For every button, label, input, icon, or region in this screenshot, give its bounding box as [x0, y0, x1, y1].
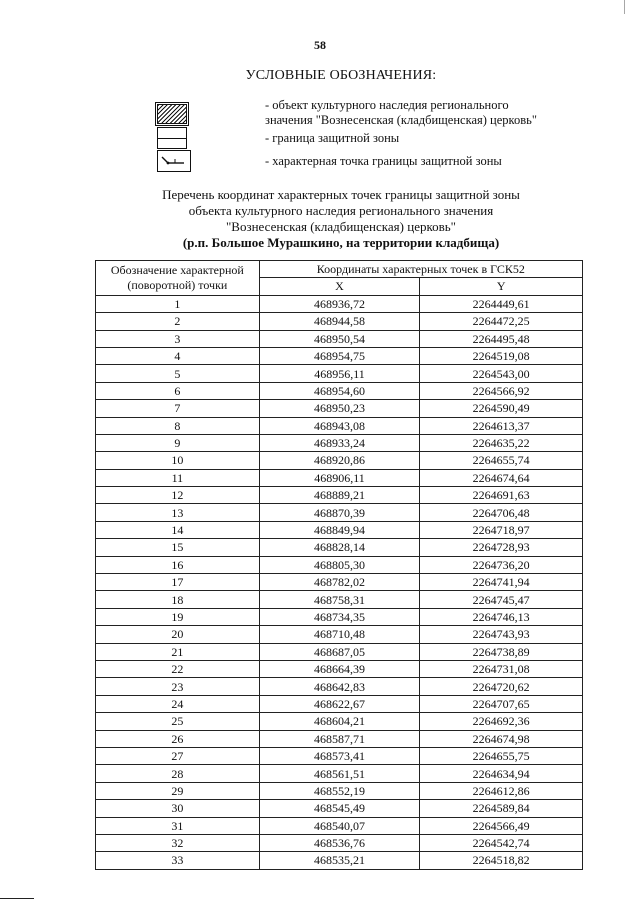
title-line: "Вознесенская (кладбищенская) церковь" — [225, 219, 456, 234]
table-row — [96, 817, 583, 834]
x-coordinate-cell: 468805,30 — [259, 556, 420, 573]
y-coordinate-cell: 2264741,94 — [420, 574, 583, 591]
point-number-cell: 5 — [96, 365, 260, 382]
point-number-cell: 25 — [96, 713, 260, 730]
point-marker-graphic — [158, 151, 189, 170]
table-row — [96, 556, 583, 573]
x-coordinate-cell: 468828,14 — [259, 539, 420, 556]
legend-text-line: - объект культурного наследия регионального — [265, 98, 509, 112]
hatched-area-icon — [157, 104, 187, 124]
y-coordinate-cell: 2264542,74 — [420, 834, 583, 851]
characteristic-point-icon — [157, 150, 191, 172]
point-number-cell: 7 — [96, 400, 260, 417]
legend-item-text: - характерная точка границы защитной зоны — [265, 154, 502, 168]
table-row — [96, 678, 583, 695]
title-line: объекта культурного наследия регионального значения — [188, 203, 494, 218]
y-coordinate-cell: 2264566,92 — [420, 382, 583, 399]
y-coordinate-cell: 2264707,65 — [420, 695, 583, 712]
table-row — [96, 417, 583, 434]
coordinates-table — [95, 260, 583, 870]
table-row — [96, 834, 583, 851]
table-row — [96, 713, 583, 730]
table-row — [96, 487, 583, 504]
table-row — [96, 330, 583, 347]
table-header-row — [96, 261, 583, 278]
table-row — [96, 626, 583, 643]
x-coordinate-cell: 468552,19 — [259, 782, 420, 799]
y-coordinate-cell: 2264718,97 — [420, 521, 583, 538]
x-coordinate-cell: 468545,49 — [259, 800, 420, 817]
x-coordinate-cell: 468710,48 — [259, 626, 420, 643]
document-title — [0, 187, 640, 251]
y-coordinate-cell: 2264635,22 — [420, 434, 583, 451]
x-coordinate-cell: 468535,21 — [259, 852, 420, 869]
x-coordinate-cell: 468954,60 — [259, 382, 420, 399]
y-coordinate-cell: 2264655,74 — [420, 452, 583, 469]
y-coordinate-cell: 2264720,62 — [420, 678, 583, 695]
y-coordinate-cell: 2264691,63 — [420, 487, 583, 504]
scan-artifact — [624, 0, 625, 14]
y-coordinate-cell: 2264728,93 — [420, 539, 583, 556]
point-number-cell: 33 — [96, 852, 260, 869]
boundary-line — [158, 138, 186, 139]
x-coordinate-cell: 468933,24 — [259, 434, 420, 451]
table-row — [96, 800, 583, 817]
y-coordinate-cell: 2264613,37 — [420, 417, 583, 434]
header-x: X — [259, 278, 420, 295]
table-row — [96, 295, 583, 312]
table-row — [96, 434, 583, 451]
x-coordinate-cell: 468540,07 — [259, 817, 420, 834]
point-number-cell: 27 — [96, 747, 260, 764]
x-coordinate-cell: 468782,02 — [259, 574, 420, 591]
y-coordinate-cell: 2264519,08 — [420, 347, 583, 364]
point-number-cell: 24 — [96, 695, 260, 712]
point-number-cell: 21 — [96, 643, 260, 660]
point-number-cell: 17 — [96, 574, 260, 591]
point-number-cell: 13 — [96, 504, 260, 521]
y-coordinate-cell: 2264731,08 — [420, 660, 583, 677]
point-number-cell: 9 — [96, 434, 260, 451]
y-coordinate-cell: 2264746,13 — [420, 608, 583, 625]
x-coordinate-cell: 468561,51 — [259, 765, 420, 782]
y-coordinate-cell: 2264674,98 — [420, 730, 583, 747]
legend-item-text — [265, 98, 595, 128]
point-number-cell: 12 — [96, 487, 260, 504]
y-coordinate-cell: 2264589,84 — [420, 800, 583, 817]
table-row — [96, 365, 583, 382]
x-coordinate-cell: 468943,08 — [259, 417, 420, 434]
y-coordinate-cell: 2264543,00 — [420, 365, 583, 382]
point-number-cell: 29 — [96, 782, 260, 799]
point-number-cell: 15 — [96, 539, 260, 556]
point-number-cell: 32 — [96, 834, 260, 851]
x-coordinate-cell: 468950,54 — [259, 330, 420, 347]
y-coordinate-cell: 2264743,93 — [420, 626, 583, 643]
x-coordinate-cell: 468622,67 — [259, 695, 420, 712]
x-coordinate-cell: 468849,94 — [259, 521, 420, 538]
table-row — [96, 313, 583, 330]
x-coordinate-cell: 468889,21 — [259, 487, 420, 504]
table-row — [96, 852, 583, 869]
x-coordinate-cell: 468950,23 — [259, 400, 420, 417]
point-number-cell: 8 — [96, 417, 260, 434]
page-number: 58 — [314, 38, 326, 52]
point-number-cell: 31 — [96, 817, 260, 834]
point-number-cell: 4 — [96, 347, 260, 364]
table-row — [96, 782, 583, 799]
table-row — [96, 591, 583, 608]
y-coordinate-cell: 2264745,47 — [420, 591, 583, 608]
table-row — [96, 469, 583, 486]
point-number-cell: 10 — [96, 452, 260, 469]
x-coordinate-cell: 468920,86 — [259, 452, 420, 469]
y-coordinate-cell: 2264449,61 — [420, 295, 583, 312]
title-line: (р.п. Большое Мурашкино, на территории кладбища) — [182, 235, 500, 250]
x-coordinate-cell: 468936,72 — [259, 295, 420, 312]
legend-item-point — [155, 150, 595, 176]
y-coordinate-cell: 2264738,89 — [420, 643, 583, 660]
x-coordinate-cell: 468604,21 — [259, 713, 420, 730]
point-number-cell: 23 — [96, 678, 260, 695]
point-number-cell: 6 — [96, 382, 260, 399]
table-row — [96, 660, 583, 677]
y-coordinate-cell: 2264706,48 — [420, 504, 583, 521]
header-point: Обозначение характерной (поворотной) точки — [96, 261, 260, 296]
table-body — [96, 295, 583, 869]
x-coordinate-cell: 468956,11 — [259, 365, 420, 382]
table-row — [96, 608, 583, 625]
point-number-cell: 18 — [96, 591, 260, 608]
y-coordinate-cell: 2264590,49 — [420, 400, 583, 417]
x-coordinate-cell: 468758,31 — [259, 591, 420, 608]
x-coordinate-cell: 468587,71 — [259, 730, 420, 747]
table-row — [96, 521, 583, 538]
legend-item-text: - граница защитной зоны — [265, 131, 400, 145]
y-coordinate-cell: 2264495,48 — [420, 330, 583, 347]
point-number-cell: 3 — [96, 330, 260, 347]
table-row — [96, 747, 583, 764]
y-coordinate-cell: 2264736,20 — [420, 556, 583, 573]
point-number-cell: 1 — [96, 295, 260, 312]
y-coordinate-cell: 2264472,25 — [420, 313, 583, 330]
table-row — [96, 574, 583, 591]
y-coordinate-cell: 2264655,75 — [420, 747, 583, 764]
point-number-cell: 30 — [96, 800, 260, 817]
x-coordinate-cell: 468944,58 — [259, 313, 420, 330]
title-line: Перечень координат характерных точек границы защитной зоны — [162, 187, 520, 202]
table-row — [96, 643, 583, 660]
x-coordinate-cell: 468734,35 — [259, 608, 420, 625]
y-coordinate-cell: 2264634,94 — [420, 765, 583, 782]
legend-heading: УСЛОВНЫЕ ОБОЗНАЧЕНИЯ: — [245, 68, 437, 83]
boundary-line-icon — [157, 127, 187, 149]
point-number-cell: 20 — [96, 626, 260, 643]
table-row — [96, 347, 583, 364]
point-number-cell: 26 — [96, 730, 260, 747]
legend-text-line: значения "Вознесенская (кладбищенская) церковь" — [265, 113, 537, 127]
table-row — [96, 695, 583, 712]
x-coordinate-cell: 468573,41 — [259, 747, 420, 764]
x-coordinate-cell: 468664,39 — [259, 660, 420, 677]
table-row — [96, 400, 583, 417]
point-number-cell: 14 — [96, 521, 260, 538]
table-row — [96, 765, 583, 782]
y-coordinate-cell: 2264518,82 — [420, 852, 583, 869]
x-coordinate-cell: 468642,83 — [259, 678, 420, 695]
point-number-cell: 28 — [96, 765, 260, 782]
x-coordinate-cell: 468687,05 — [259, 643, 420, 660]
y-coordinate-cell: 2264692,36 — [420, 713, 583, 730]
table-row — [96, 539, 583, 556]
header-coords: Координаты характерных точек в ГСК52 — [259, 261, 582, 278]
scan-artifact — [0, 898, 34, 899]
point-number-cell: 2 — [96, 313, 260, 330]
table-row — [96, 504, 583, 521]
y-coordinate-cell: 2264674,64 — [420, 469, 583, 486]
y-coordinate-cell: 2264566,49 — [420, 817, 583, 834]
x-coordinate-cell: 468536,76 — [259, 834, 420, 851]
x-coordinate-cell: 468870,39 — [259, 504, 420, 521]
table-row — [96, 382, 583, 399]
legend-item-boundary — [155, 126, 595, 152]
point-number-cell: 11 — [96, 469, 260, 486]
table-row — [96, 452, 583, 469]
table-row — [96, 730, 583, 747]
header-y: Y — [420, 278, 583, 295]
point-number-cell: 19 — [96, 608, 260, 625]
y-coordinate-cell: 2264612,86 — [420, 782, 583, 799]
point-number-cell: 16 — [96, 556, 260, 573]
x-coordinate-cell: 468954,75 — [259, 347, 420, 364]
x-coordinate-cell: 468906,11 — [259, 469, 420, 486]
point-number-cell: 22 — [96, 660, 260, 677]
